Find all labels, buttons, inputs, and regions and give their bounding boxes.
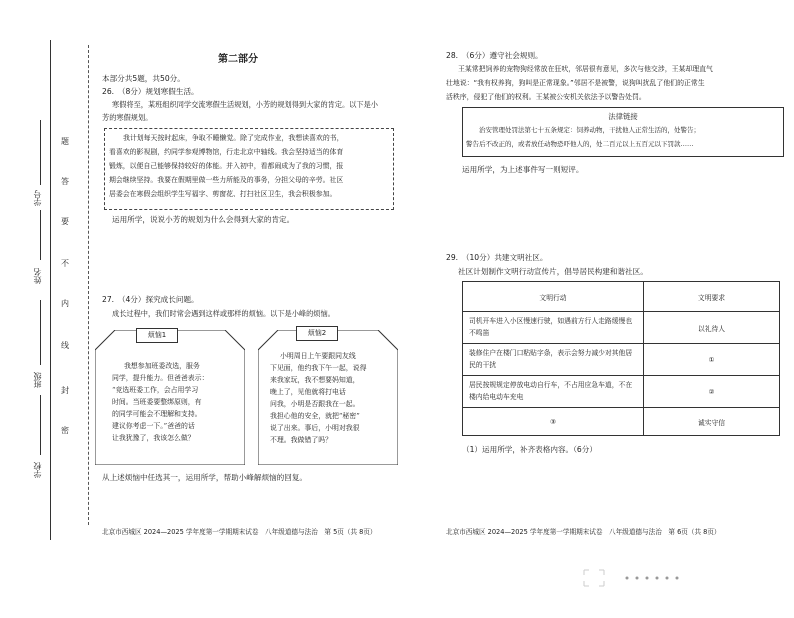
civility-table [462,281,780,436]
binding-solid-line [50,40,51,540]
seal-char: 封 [61,386,69,395]
seal-char: 题 [61,137,69,146]
trouble2-line: 我担心他的安全，就把“秘密” [270,412,360,420]
trouble1-line: 时间。当班委要整绑原则，有 [112,398,202,406]
q28-question: 运用所学，为上述事件写一则短评。 [462,165,584,174]
class-blank [40,300,41,365]
table-cell-blank-2: ② [644,376,780,408]
q29-title: 29. （10分）共建文明社区。 [446,253,548,262]
q28-line: 王某常把饲养的宠物狗经常放在狂吠，邻居很有意见，多次与他交涉，王某却理直气 [458,65,713,73]
id-blank [40,120,41,185]
trouble1-line: 我想参加班委改选，服务 [124,362,200,370]
table-cell-blank-3: ③ [463,408,644,436]
trouble2-line: 说了出来。事后，小明对我很 [270,424,360,432]
table-cell-requirement: 诚实守信 [644,408,780,436]
left-footer: 北京市西城区 2024—2025 学年度第一学期期末试卷 八年级道德与法治 第 5页（共 8页） [102,528,377,536]
plan-line: 居委会在寒假会组织学生写福字、剪窗花、打扫社区卫生，我会积极参加。 [109,190,337,198]
plan-line: 期会继续坚持。我要在假期里做一些力所能及的事务，分担父母的辛劳。社区 [109,176,344,184]
part-title: 第二部分 [218,54,258,65]
label-student-id: 学号 [33,190,42,206]
trouble2-line: 不理。我做错了吗？ [270,436,333,444]
law-link-line: 警告后不改正的，或者放任动物恐吓他人的，处二百元以上五百元以下罚款…… [466,140,694,148]
label-class: 班级 [33,372,42,388]
table-cell-action: 司机开车进入小区慢速行驶，如遇前方行人走路缓慢也不鸣笛 [463,312,644,344]
trouble2-tag: 烦恼2 [296,326,338,341]
q27-title: 27. （4分）探究成长问题。 [102,295,199,304]
table-cell-blank-1: ① [644,344,780,376]
school-blank [40,395,41,455]
law-link-box [462,107,784,157]
q29-prompt: 社区计划制作文明行动宣传片，倡导居民构建和谐社区。 [458,267,648,276]
law-link-title: 法律链接 [608,112,638,121]
q28-line: 活秩序，侵犯了他们的权利。王某被公安机关依法予以警告处罚。 [446,93,646,101]
table-cell-action: 装修住户在楼门口粘贴字条，表示会努力减少对其他居民的干扰 [463,344,644,376]
law-link-line: 治安管理处罚法第七十五条规定：饲养动物，干扰他人正常生活的，处警告； [479,126,700,134]
q26-plan-box [104,128,394,210]
trouble1-line: 同学，提升能力。但爸爸表示： [112,374,209,382]
binding-dashed-line [88,45,89,525]
q26-prompt-line: 芳的寒假规划。 [102,113,153,122]
seal-char: 密 [61,426,69,435]
trouble1-line: 让我犹豫了，我该怎么做？ [112,434,195,442]
table-header: 文明要求 [644,282,780,312]
q26-question: 运用所学，说说小芳的规划为什么会得到大家的肯定。 [112,215,295,224]
q29-sub-question: （1）运用所学，补齐表格内容。（6分） [462,445,597,454]
trouble1-line: “竞选班委工作，会占用学习 [112,386,199,394]
q26-prompt-line: 寒假将至，某班组织同学交流寒假生活规划，小芳的规划得到大家的肯定。以下是小 [112,100,378,109]
part-intro: 本部分共5题，共50分。 [102,74,185,83]
name-blank [40,210,41,260]
table-cell-requirement: 以礼待人 [644,312,780,344]
trouble2-line: 来我家玩，我不想要妈知道， [270,376,360,384]
q28-line: 壮地说：“我有权养狗，狗叫是正常现象。”邻居不是被警，说狗叫扰乱了他们的正常生 [446,79,705,87]
trouble2-line: 下见面，他约我下午一起，说得 [270,364,367,372]
scan-marks [582,568,692,588]
plan-line: 锻炼，以便自己能够保持较好的体能。并入初中，看都闹成为了我的习惯，报 [109,162,344,170]
trouble1-tag: 烦恼1 [136,328,178,343]
trouble2-line: 问我，小明是否跟我在一起。 [270,400,360,408]
trouble1-line: 建议你考虑一下。”爸爸的话 [112,422,195,430]
q27-question: 从上述烦恼中任选其一，运用所学，帮助小峰解烦恼的回复。 [102,473,308,482]
table-header: 文明行动 [463,282,644,312]
plan-line: 我计划每天按时起床，争取不睡懒觉。除了完成作业，我想读喜欢的书， [123,134,344,142]
seal-char: 要 [61,217,69,226]
trouble1-line: 的同学可能会不理解和支持。 [112,410,202,418]
label-name: 姓名 [33,268,42,284]
right-footer: 北京市西城区 2024—2025 学年度第一学期期末试卷 八年级道德与法治 第 6页（共 8页） [446,528,721,536]
seal-char: 不 [61,259,69,268]
q28-title: 28. （6分）遵守社会规则。 [446,51,543,60]
trouble2-line: 晚上了，见他就将打电话 [270,388,346,396]
table-cell-action: 居民按规规定停放电动自行车，不占用应急车道，不在楼内给电动车充电 [463,376,644,408]
q26-title: 26. （8分）规划寒假生活。 [102,87,199,96]
seal-char: 答 [61,177,69,186]
trouble2-line: 小明周日上午要跟同友线 [280,352,356,360]
plan-line: 看喜欢的影视剧，约同学参观博物馆，行走北京中轴线。我会坚持适当的体育 [109,148,344,156]
label-school: 学校 [33,462,42,478]
q27-prompt: 成长过程中，我们时常会遇到这样或那样的烦恼。以下是小峰的烦恼。 [112,309,335,318]
seal-char: 内 [61,299,69,308]
seal-char: 线 [61,341,69,350]
